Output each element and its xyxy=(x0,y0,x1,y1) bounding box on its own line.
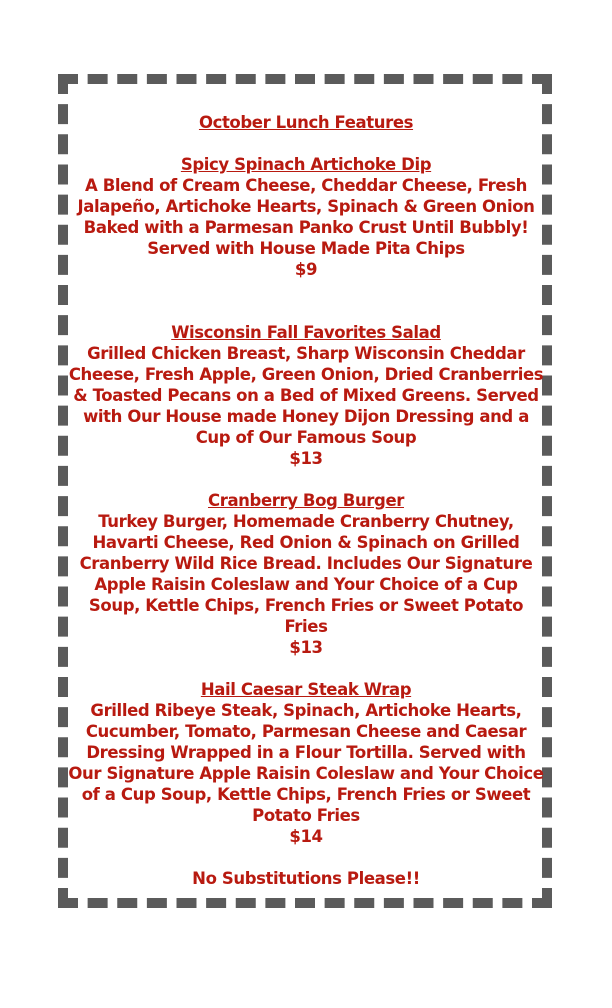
item-description: A Blend of Cream Cheese, Cheddar Cheese, Fresh Jalapeño, Artichoke Hearts, Spinach & Green Onion Baked with a Parmesan Panko Crust Until Bubbly! Served with House Made Pita Chips xyxy=(77,176,535,258)
menu-title: October Lunch Features xyxy=(198,113,414,132)
menu-item-steak-wrap xyxy=(68,679,544,847)
no-substitutions-note: No Substitutions Please!! xyxy=(192,869,420,888)
item-description: Turkey Burger, Homemade Cranberry Chutney, Havarti Cheese, Red Onion & Spinach on Grilled Cranberry Wild Rice Bread. Includes Our Signature Apple Raisin Coleslaw and Your Choice of a Cup Soup, Kettle Chips, French Fries or Sweet Potato Fries xyxy=(79,512,533,636)
menu-content xyxy=(68,112,544,889)
menu-item-cranberry-burger xyxy=(68,490,544,658)
item-name: Hail Caesar Steak Wrap xyxy=(200,680,412,699)
item-name: Cranberry Bog Burger xyxy=(208,491,404,510)
item-price: $13 xyxy=(289,638,323,657)
menu-item-fall-salad xyxy=(68,322,544,469)
item-name: Wisconsin Fall Favorites Salad xyxy=(171,323,441,342)
item-name: Spicy Spinach Artichoke Dip xyxy=(180,155,432,174)
item-price: $14 xyxy=(289,827,323,846)
item-price: $13 xyxy=(289,449,323,468)
menu-item-spinach-dip xyxy=(68,154,544,280)
item-description: Grilled Chicken Breast, Sharp Wisconsin Cheddar Cheese, Fresh Apple, Green Onion, Dried Cranberries & Toasted Pecans on a Bed of Mixed Greens. Served with Our House made Honey Dijon Dressing and a Cup of Our Famous Soup xyxy=(68,344,544,447)
item-price: $9 xyxy=(294,260,318,279)
item-description: Grilled Ribeye Steak, Spinach, Artichoke Hearts, Cucumber, Tomato, Parmesan Cheese and Caesar Dressing Wrapped in a Flour Tortilla. Served with Our Signature Apple Raisin Coleslaw and Your Choice of a Cup Soup, Kettle Chips, French Fries or Sweet Potato Fries xyxy=(68,701,544,825)
